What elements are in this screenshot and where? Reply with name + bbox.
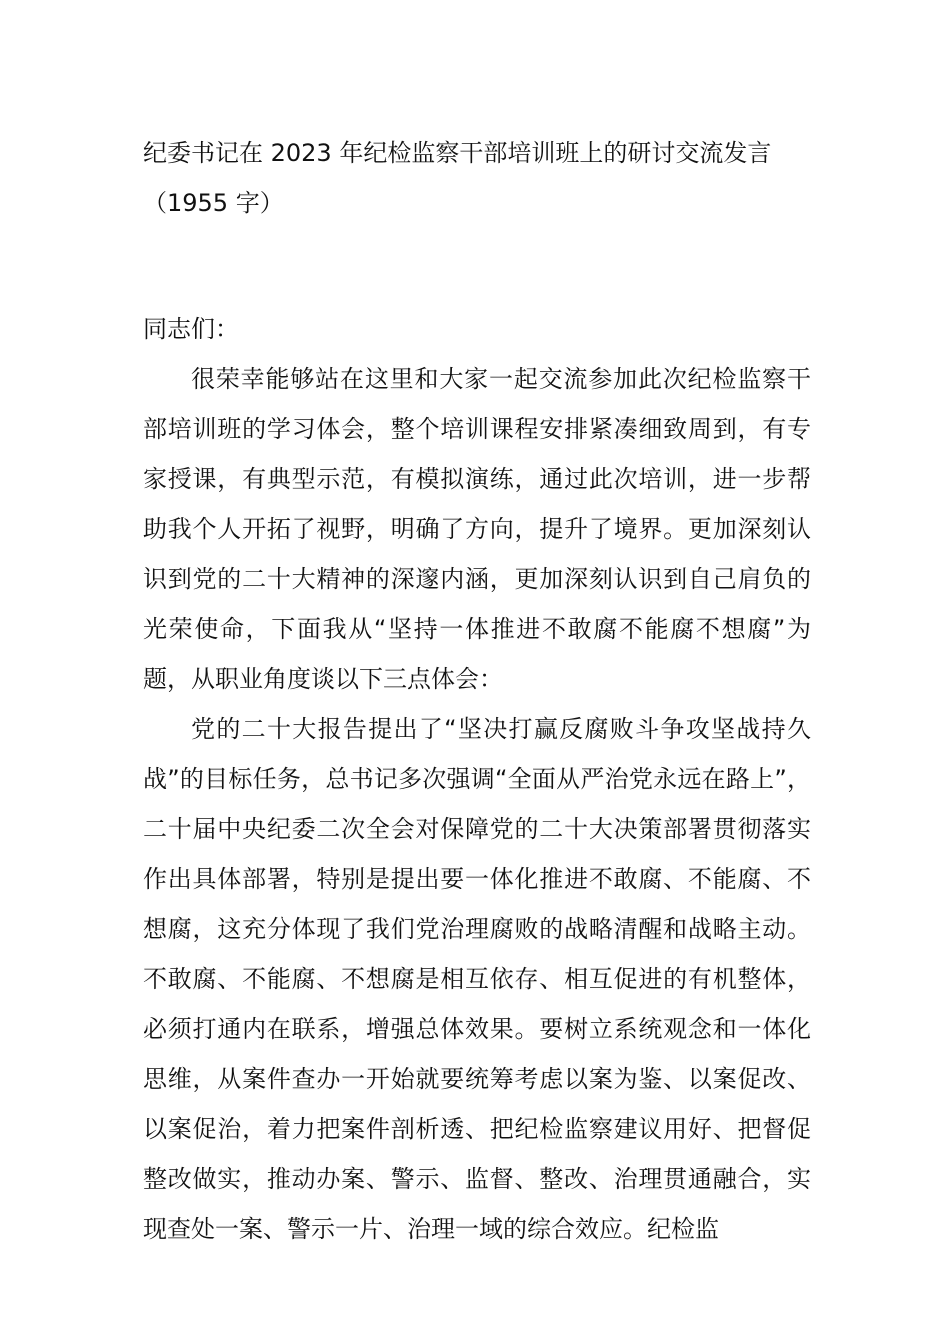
greeting: 同志们： (143, 315, 239, 343)
paragraph-2: 党的二十大报告提出了“坚决打赢反腐败斗争攻坚战持久战”的目标任务，总书记多次强调“全面从严治党永远在路上”，二十届中央纪委二次全会对保障党的二十大决策部署贯彻落实作出具体部署，特别是提出要一体化推进不敢腐、不能腐、不想腐，这充分体现了我们党治理腐败的战略清醒和战略主动。不敢腐、不能腐、不想腐是相互依存、相互促进的有机整体，必须打通内在联系，增强总体效果。要树立系统观念和一体化思维，从案件查办一开始就要统筹考虑以案为鉴、以案促改、以案促治，着力把案件剖析透、把纪检监察建议用好、把督促整改做实，推动办案、警示、监督、整改、治理贯通融合，实现查处一案、警示一片、治理一域的综合效应。纪检监 (143, 715, 811, 1243)
document-title: 纪委书记在 2023 年纪检监察干部培训班上的研讨交流发言（1955 字） (143, 139, 772, 217)
document-page (143, 128, 811, 1254)
paragraph-1: 很荣幸能够站在这里和大家一起交流参加此次纪检监察干部培训班的学习体会，整个培训课程安排紧凑细致周到，有专家授课，有典型示范，有模拟演练，通过此次培训，进一步帮助我个人开拓了视野，明确了方向，提升了境界。更加深刻认识到党的二十大精神的深邃内涵，更加深刻认识到自己肩负的光荣使命，下面我从“坚持一体推进不敢腐不能腐不想腐”为题，从职业角度谈以下三点体会： (143, 365, 811, 693)
